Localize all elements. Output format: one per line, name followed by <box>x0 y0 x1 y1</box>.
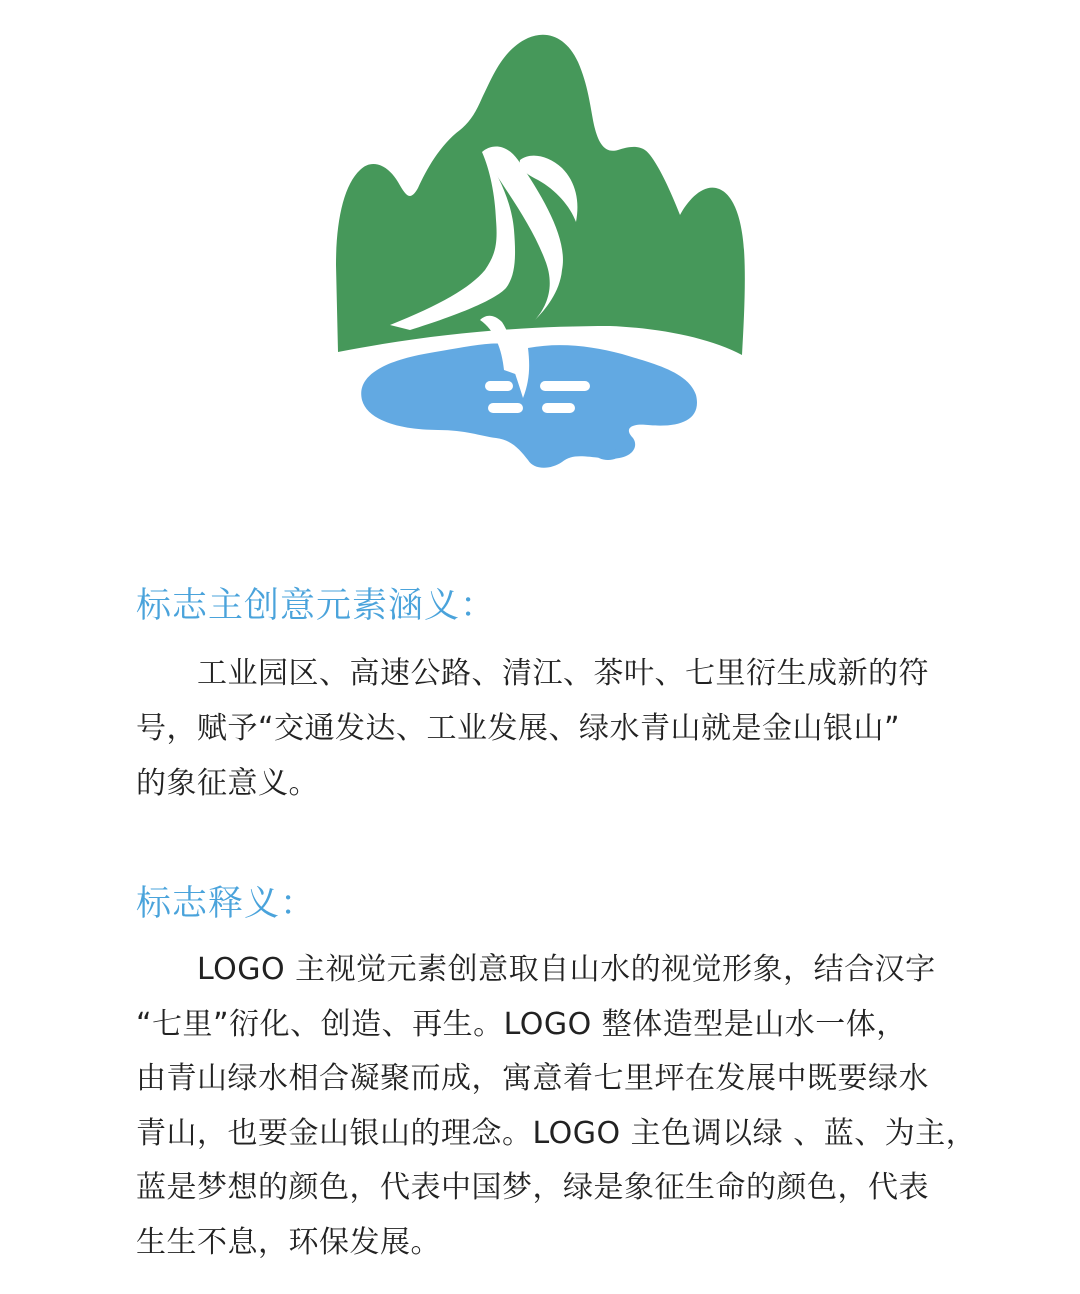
paragraph-line: 号，赋予“交通发达、工业发展、绿水青山就是金山银山” <box>136 711 901 746</box>
section-title-logo-meaning: 标志释义： <box>136 884 317 924</box>
paragraph-creative-meaning <box>136 646 929 811</box>
water-drop-shape <box>596 448 620 460</box>
paragraph-line: 蓝是梦想的颜色，代表中国梦，绿是象征生命的颜色，代表 <box>136 1170 929 1205</box>
paragraph-line: 生生不息，环保发展。 <box>136 1224 441 1260</box>
river-shape <box>361 343 697 467</box>
paragraph-line: 的象征意义。 <box>136 766 319 801</box>
paragraph-line: LOGO 主视觉元素创意取自山水的视觉形象，结合汉字 <box>136 952 936 987</box>
paragraph-line: 由青山绿水相合凝聚而成，寓意着七里坪在发展中既要绿水 <box>136 1061 929 1096</box>
section-title-creative-meaning: 标志主创意元素涵义： <box>136 586 497 626</box>
paragraph-line: “七里”衍化、创造、再生。LOGO 整体造型是山水一体， <box>136 1006 907 1042</box>
mountain-shape <box>336 35 745 355</box>
paragraph-logo-meaning <box>136 943 976 1270</box>
paragraph-line: 工业园区、高速公路、清江、茶叶、七里衍生成新的符 <box>136 656 929 691</box>
paragraph-line: 青山，也要金山银山的理念。LOGO 主色调以绿 、蓝、为主， <box>136 1115 977 1151</box>
mountain-water-logo-icon <box>330 30 750 475</box>
